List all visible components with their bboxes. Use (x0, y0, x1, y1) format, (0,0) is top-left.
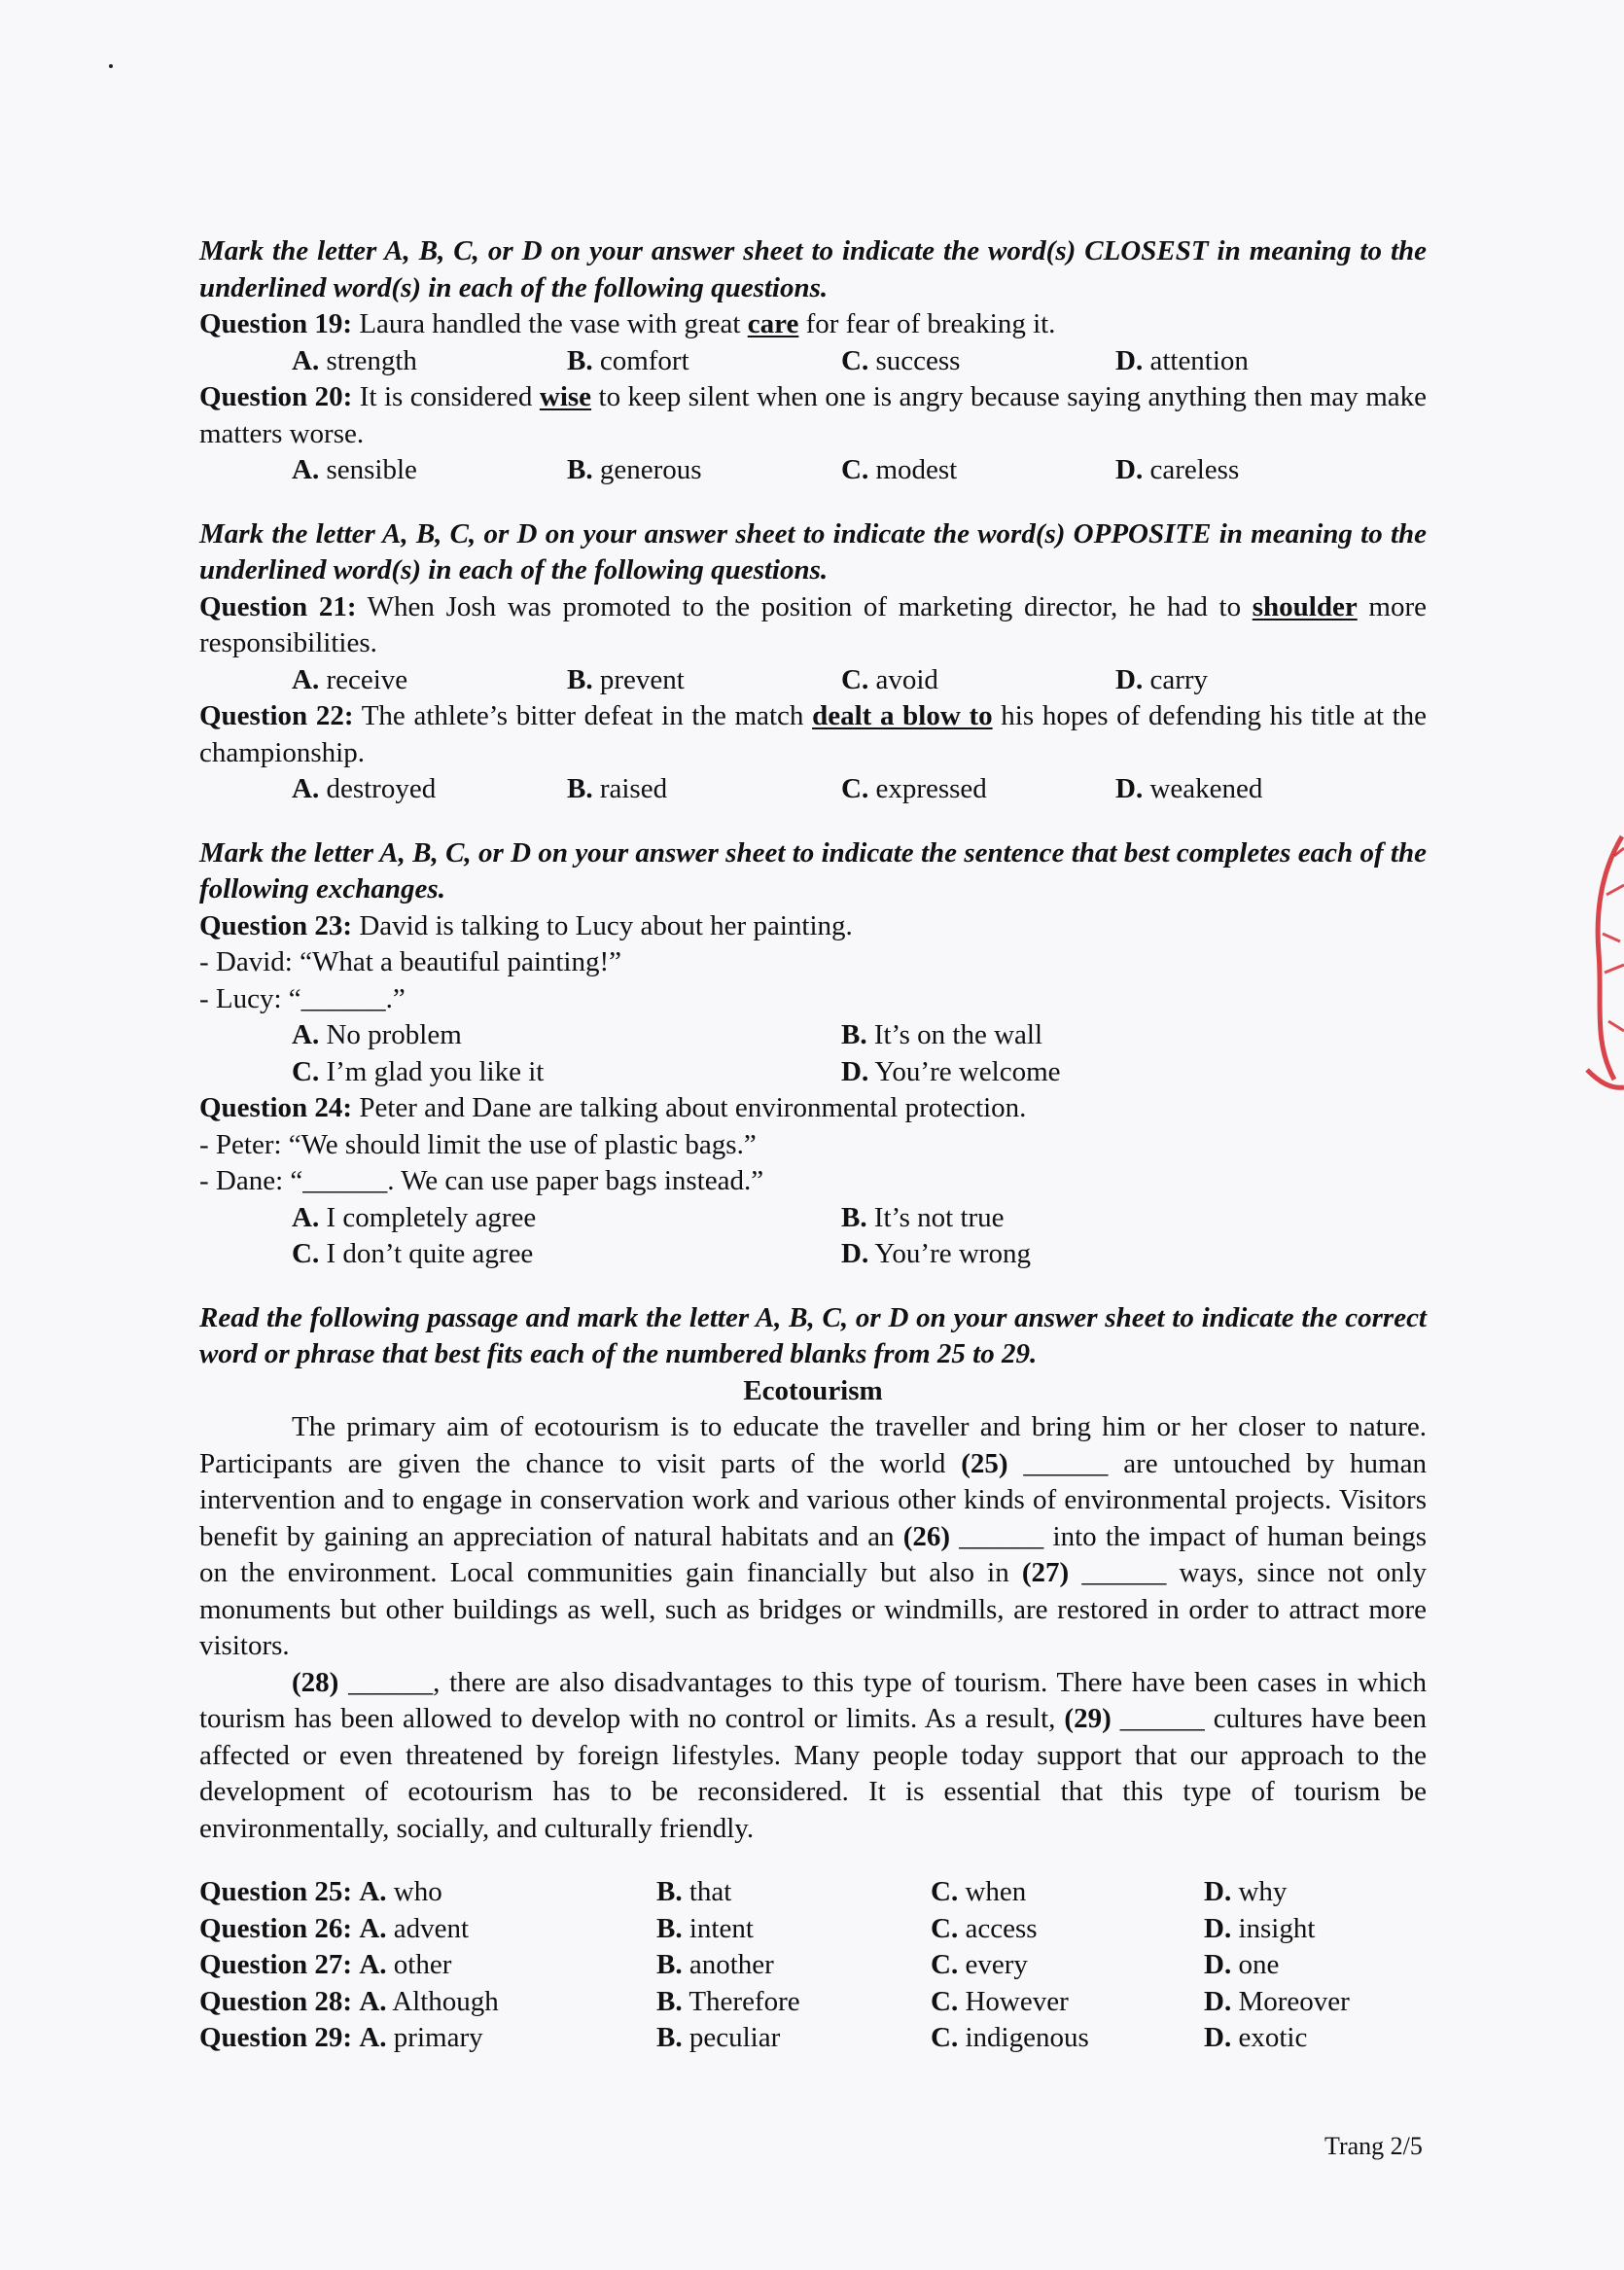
answer-grid (199, 1874, 1427, 2057)
question-label: Question 21: (199, 590, 357, 622)
dialogue-line: - Dane: “______. We can use paper bags instead.” (199, 1165, 764, 1196)
option-d: D. weakened (1115, 773, 1263, 804)
question-23 (199, 908, 1427, 945)
answer-row-28: Question 28: A. Although B. Therefore C. However D. Moreover (199, 1985, 1350, 2017)
passage-paragraph-2: (28) ______, there are also disadvantages to this type of tourism. There have been cases in which tourism has been allowed to develop with no control or limits. As a result, (29) ______ cultures have been affected or even threatened by foreign lifestyles. Many people today support that our approach to the development of ecotourism has to be reconsidered. It is essential that this type of tourism be environmentally, socially, and culturally friendly. (199, 1666, 1428, 1844)
question-label: Question 22: (199, 700, 354, 731)
question-label: Question 24: (199, 1092, 353, 1123)
option-c: C. I don’t quite agree (292, 1238, 534, 1269)
option-a: A. receive (292, 663, 408, 695)
underlined-word: wise (539, 381, 592, 412)
option-a: A. strength (292, 344, 417, 376)
options-row (199, 1200, 1427, 1237)
answer-row-25: Question 25: A. who B. that C. when D. why (199, 1876, 1288, 1907)
question-text: more responsibilities. (199, 590, 1427, 658)
question-22 (199, 698, 1427, 771)
page-number: Trang 2/5 (1324, 2132, 1423, 2160)
option-d: D. careless (1115, 454, 1240, 485)
blank-27: (27) (1021, 1557, 1070, 1588)
option-b: B. It’s not true (841, 1201, 1005, 1233)
option-d: D. carry (1115, 663, 1209, 695)
question-text: for fear of breaking it. (798, 308, 1056, 339)
question-text: It is considered (352, 381, 540, 412)
underlined-phrase: dealt a blow to (812, 700, 993, 731)
question-21 (199, 589, 1427, 662)
question-label: Question 23: (199, 909, 353, 941)
option-b: B. generous (567, 454, 702, 485)
option-b: B. raised (567, 773, 668, 804)
dialogue-line: - Peter: “We should limit the use of plastic bags.” (199, 1128, 757, 1160)
question-text: When Josh was promoted to the position of marketing director, he had to (356, 590, 1253, 622)
question-19 (199, 306, 1427, 343)
option-c: C. I’m glad you like it (292, 1055, 545, 1087)
options-row (199, 771, 1427, 808)
answer-row-26: Question 26: A. advent B. intent C. access D. insight (199, 1912, 1316, 1944)
section-instruction-exchanges: Mark the letter A, B, C, or D on your answer sheet to indicate the sentence that best completes each of the following exchanges. (199, 836, 1427, 904)
dialogue-line: - Lucy: “______.” (199, 982, 406, 1014)
options-row (199, 452, 1427, 489)
option-d: D. You’re wrong (841, 1238, 1031, 1269)
blank-28: (28) (292, 1666, 339, 1698)
question-24 (199, 1090, 1427, 1127)
option-d: D. You’re welcome (841, 1055, 1061, 1087)
options-row (199, 343, 1427, 380)
options-row (199, 662, 1427, 699)
option-c: C. avoid (841, 663, 938, 695)
section-instruction-passage: Read the following passage and mark the letter A, B, C, or D on your answer sheet to indicate the correct word or phrase that best fits each of the numbered blanks from 25 to 29. (199, 1301, 1427, 1369)
option-a: A. No problem (292, 1019, 462, 1050)
question-text: Peter and Dane are talking about environmental protection. (352, 1092, 1027, 1123)
option-a: A. destroyed (292, 773, 437, 804)
options-row (199, 1017, 1427, 1054)
option-b: B. prevent (567, 663, 685, 695)
question-text: Laura handled the vase with great (352, 308, 748, 339)
dialogue-line: - David: “What a beautiful painting!” (199, 946, 622, 977)
option-d: D. attention (1115, 344, 1249, 376)
page-content (199, 233, 1427, 2057)
options-row (199, 1054, 1427, 1091)
blank-25: (25) (961, 1447, 1008, 1479)
question-text: his hopes of defending his title at the championship. (199, 700, 1428, 768)
underlined-word: care (747, 308, 799, 339)
passage-paragraph-1: The primary aim of ecotourism is to educate the traveller and bring him or her closer to nature. Participants are given the chance to visit parts of the world (25) ______ are untouched by human intervention and to engage in conservation work and various other kinds of environmental projects. Visitors benefit by gaining an appreciation of natural habitats and an (26) ______ into the impact of human beings on the environment. Local communities gain financially but also in (27) ______ ways, since not only monuments but other buildings as well, such as bridges or windmills, are restored in order to attract more visitors. (199, 1411, 1427, 1661)
option-a: A. sensible (292, 454, 417, 485)
blank-26: (26) (902, 1520, 951, 1552)
section-instruction-opposite: Mark the letter A, B, C, or D on your answer sheet to indicate the word(s) OPPOSITE in meaning to the underlined word(s) in each of the following questions. (199, 517, 1427, 585)
options-row (199, 1236, 1427, 1273)
question-text: The athlete’s bitter defeat in the match (353, 700, 813, 731)
section-instruction-closest: Mark the letter A, B, C, or D on your answer sheet to indicate the word(s) CLOSEST in meaning to the underlined word(s) in each of the following questions. (199, 235, 1427, 303)
option-c: C. success (841, 344, 961, 376)
underlined-word: shoulder (1252, 590, 1358, 622)
answer-row-29: Question 29: A. primary B. peculiar C. indigenous D. exotic (199, 2022, 1308, 2053)
answer-row-27: Question 27: A. other B. another C. every D. one (199, 1949, 1280, 1980)
scan-speck (109, 64, 113, 68)
option-c: C. modest (841, 454, 958, 485)
option-b: B. comfort (567, 344, 689, 376)
option-c: C. expressed (841, 773, 987, 804)
option-a: A. I completely agree (292, 1201, 537, 1233)
question-label: Question 19: (199, 308, 353, 339)
passage-title: Ecotourism (743, 1374, 883, 1406)
question-text: to keep silent when one is angry because saying anything then may make matters worse. (199, 381, 1428, 449)
red-stamp-edge (1585, 827, 1624, 1109)
question-20 (199, 379, 1427, 452)
option-b: B. It’s on the wall (841, 1019, 1043, 1050)
question-text: David is talking to Lucy about her painting. (352, 909, 853, 941)
question-label: Question 20: (199, 381, 353, 412)
blank-29: (29) (1064, 1703, 1112, 1734)
